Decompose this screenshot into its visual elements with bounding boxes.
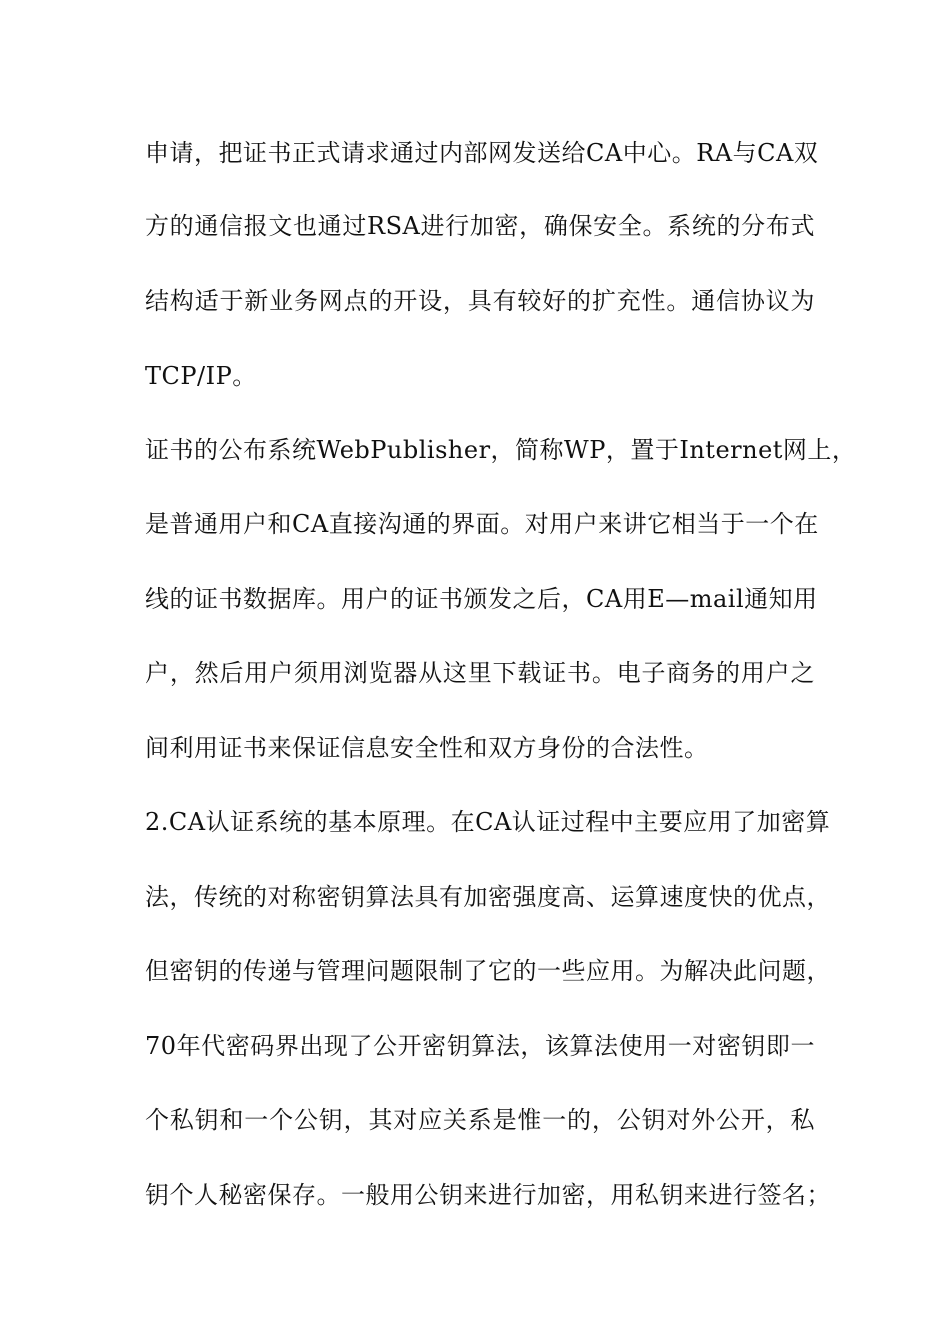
text-line-2: 方的通信报文也通过RSA进行加密，确保安全。系统的分布式: [145, 212, 815, 240]
text-line-12: 但密钥的传递与管理问题限制了它的一些应用。为解决此问题，: [145, 957, 831, 985]
text-line-4: TCP/IP。: [145, 362, 257, 390]
text-line-8: 户，然后用户须用浏览器从这里下载证书。电子商务的用户之: [145, 659, 815, 687]
text-line-6: 是普通用户和CA直接沟通的界面。对用户来讲它相当于一个在: [145, 510, 819, 538]
text-line-1: 申请，把证书正式请求通过内部网发送给CA中心。RA与CA双: [145, 139, 819, 167]
text-line-11: 法，传统的对称密钥算法具有加密强度高、运算速度快的优点，: [145, 883, 831, 911]
text-line-3: 结构适于新业务网点的开设，具有较好的扩充性。通信协议为: [145, 287, 815, 315]
text-line-13: 70年代密码界出现了公开密钥算法，该算法使用一对密钥即一: [145, 1032, 815, 1060]
text-line-9: 间利用证书来保证信息安全性和双方身份的合法性。: [145, 734, 709, 762]
text-line-7: 线的证书数据库。用户的证书颁发之后，CA用E—mail通知用: [145, 585, 818, 613]
text-line-15: 钥个人秘密保存。一般用公钥来进行加密，用私钥来进行签名；: [145, 1181, 831, 1209]
text-line-5: 证书的公布系统WebPublisher，简称WP，置于Internet网上，: [145, 436, 857, 464]
text-line-14: 个私钥和一个公钥，其对应关系是惟一的，公钥对外公开，私: [145, 1106, 815, 1134]
text-line-10: 2.CA认证系统的基本原理。在CA认证过程中主要应用了加密算: [145, 808, 831, 836]
